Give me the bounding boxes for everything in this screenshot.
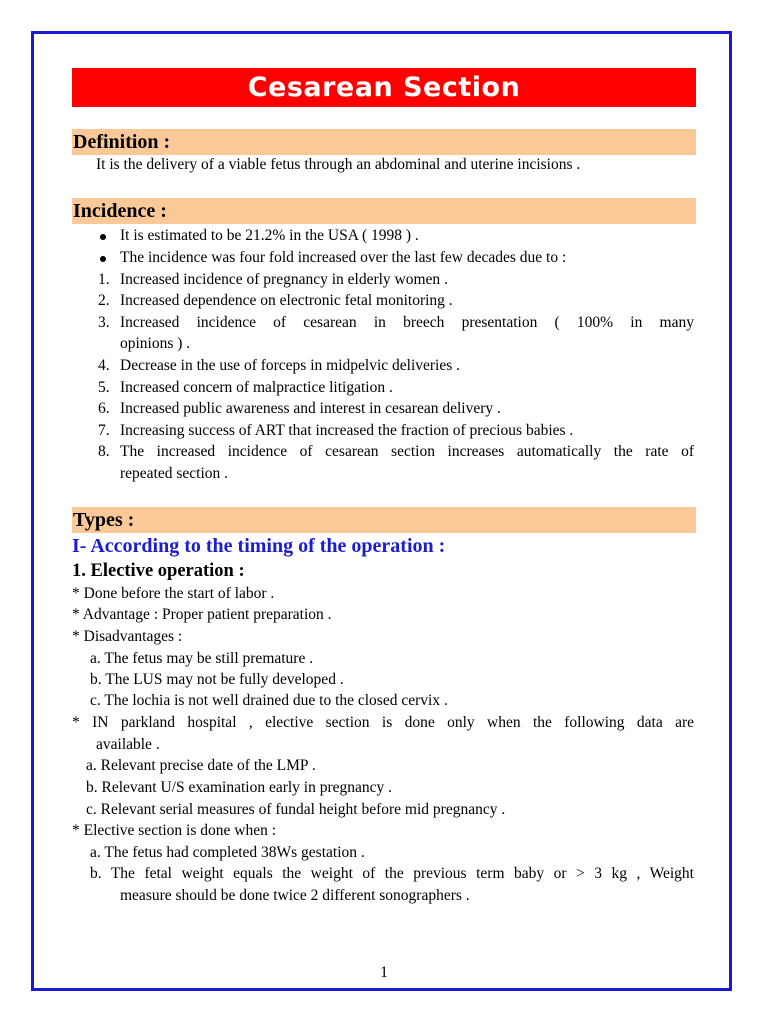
text-line: available . [96,736,160,753]
text-line: b. The fetal weight equals the weight of the previous term baby or > 3 kg , Weight [90,865,694,882]
text-line: * Advantage : Proper patient preparation . [72,606,332,623]
elective-heading: 1. Elective operation : [72,561,245,581]
list-item: Increased incidence of pregnancy in elderly women . [120,271,448,288]
text-line: c. The lochia is not well drained due to the closed cervix . [90,692,448,709]
text-line: b. Relevant U/S examination early in pregnancy . [86,779,393,796]
definition-heading: Definition : [72,129,696,155]
list-item: Decrease in the use of forceps in midpelvic deliveries . [120,357,461,374]
text-line: * IN parkland hospital , elective section is done only when the following data are [72,714,694,731]
definition-text: It is the delivery of a viable fetus through an abdominal and uterine incisions . [96,156,581,173]
document-title: Cesarean Section [72,68,696,107]
incidence-bullet: It is estimated to be 21.2% in the USA ( 1998 ) . [120,227,419,244]
types-heading: Types : [72,507,696,533]
list-item-continued: repeated section . [120,465,229,482]
list-number: 5. [98,379,110,396]
list-number: 7. [98,422,110,439]
text-line: b. The LUS may not be fully developed . [90,671,344,688]
list-number: 6. [98,400,110,417]
list-item: Increased public awareness and interest in cesarean delivery . [120,400,501,417]
text-line: * Disadvantages : [72,628,183,645]
list-item-continued: opinions ) . [120,335,191,352]
text-line: a. Relevant precise date of the LMP . [86,757,316,774]
text-line: * Done before the start of labor . [72,585,275,602]
text-line: a. The fetus had completed 38Ws gestation . [90,844,365,861]
text-line: c. Relevant serial measures of fundal height before mid pregnancy . [86,801,506,818]
text-line: a. The fetus may be still premature . [90,650,314,667]
timing-subheading: I- According to the timing of the operation : [72,535,446,557]
incidence-bullet: The incidence was four fold increased over the last few decades due to : [120,249,567,266]
text-line: * Elective section is done when : [72,822,277,839]
list-item: Increased dependence on electronic fetal monitoring . [120,292,453,309]
list-number: 8. [98,443,110,460]
list-number: 4. [98,357,110,374]
page-number: 1 [380,964,388,981]
list-item: Increased incidence of cesarean in breech presentation ( 100% in many [120,314,694,331]
list-item: The increased incidence of cesarean section increases automatically the rate of [120,443,694,460]
text-line: measure should be done twice 2 different sonographers . [120,887,470,904]
incidence-heading: Incidence : [72,198,696,224]
list-number: 1. [98,271,110,288]
list-number: 2. [98,292,110,309]
bullet-icon [100,256,106,262]
list-item: Increased concern of malpractice litigation . [120,379,393,396]
list-number: 3. [98,314,110,331]
list-item: Increasing success of ART that increased the fraction of precious babies . [120,422,574,439]
bullet-icon [100,234,106,240]
